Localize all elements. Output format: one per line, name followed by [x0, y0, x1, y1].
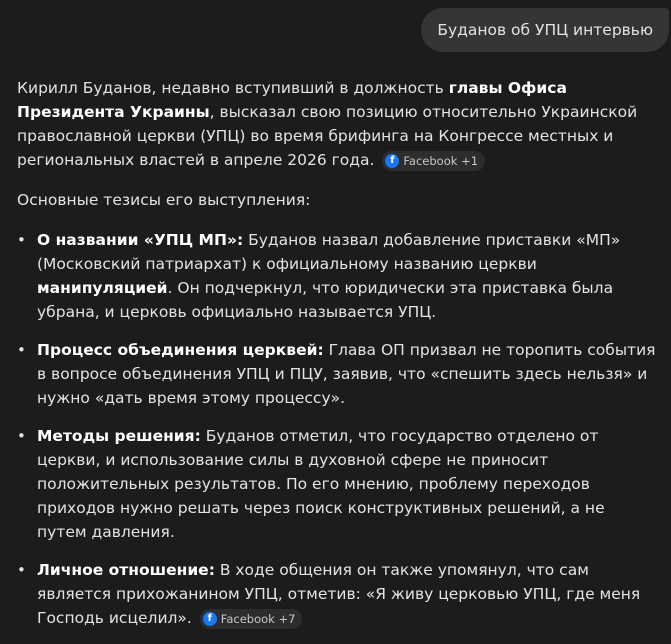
- list-item: [17, 424, 659, 544]
- bullet-dot: •: [17, 341, 26, 359]
- list-item: [17, 338, 659, 410]
- list-item-text: Глава ОП призвал не торопить события в вопросе объединения УПЦ и ПЦУ, заявив, что «спешить здесь нельзя» и нужно «дать время этому процессу».: [37, 341, 656, 407]
- thesis-list: [17, 228, 659, 630]
- list-item: [17, 558, 659, 630]
- list-item: [17, 228, 659, 324]
- intro-paragraph: [17, 76, 659, 172]
- list-item-title: Личное отношение:: [37, 561, 215, 579]
- model-response: [17, 76, 659, 644]
- source-chip-intro[interactable]: [382, 151, 485, 171]
- source-chip-last[interactable]: [200, 609, 303, 629]
- facebook-icon: f: [203, 612, 217, 626]
- intro-text-1: Кирилл Буданов, недавно вступивший в должность: [17, 79, 449, 97]
- source-chip-label: Facebook +1: [403, 154, 479, 168]
- lead-paragraph: Основные тезисы его выступления:: [17, 191, 311, 209]
- user-message-bubble: [421, 8, 669, 52]
- source-chip-label: Facebook +7: [220, 612, 296, 626]
- bullet-dot: •: [17, 231, 26, 249]
- list-item-bold: манипуляцией: [37, 279, 168, 297]
- list-item-title: О названии «УПЦ МП»:: [37, 231, 244, 249]
- intro-text-2: , высказал свою позицию относительно Украинской православной церкви (УПЦ) во время брифинга на Конгрессе местных и региональных властей в апреле 2026 года.: [17, 103, 638, 169]
- list-item-text: Буданов отметил, что государство отделено от церкви, и использование силы в духовной сфере не приносит положительных результатов. По его мнению, проблему переходов приходов нужно решать через поиск конструктивных решений, а не путем давления.: [37, 427, 605, 541]
- bullet-dot: •: [17, 561, 26, 579]
- list-item-text-2: . Он подчеркнул, что юридически эта приставка была убрана, и церковь официально называется УПЦ.: [37, 279, 614, 321]
- list-item-title: Методы решения:: [37, 427, 201, 445]
- user-message-text: Буданов об УПЦ интервью: [437, 21, 653, 39]
- intro-bold: главы Офиса Президента Украины: [17, 79, 567, 121]
- list-item-text: Буданов назвал добавление приставки «МП» (Московский патриархат) к официальному названию церкви: [37, 231, 621, 273]
- facebook-icon: f: [385, 154, 399, 168]
- list-item-title: Процесс объединения церквей:: [37, 341, 324, 359]
- list-item-text: В ходе общения он также упомянул, что сам является прихожанином УПЦ, отметив: «Я живу церковью УПЦ, где меня Господь исцелил».: [37, 561, 641, 627]
- bullet-dot: •: [17, 427, 26, 445]
